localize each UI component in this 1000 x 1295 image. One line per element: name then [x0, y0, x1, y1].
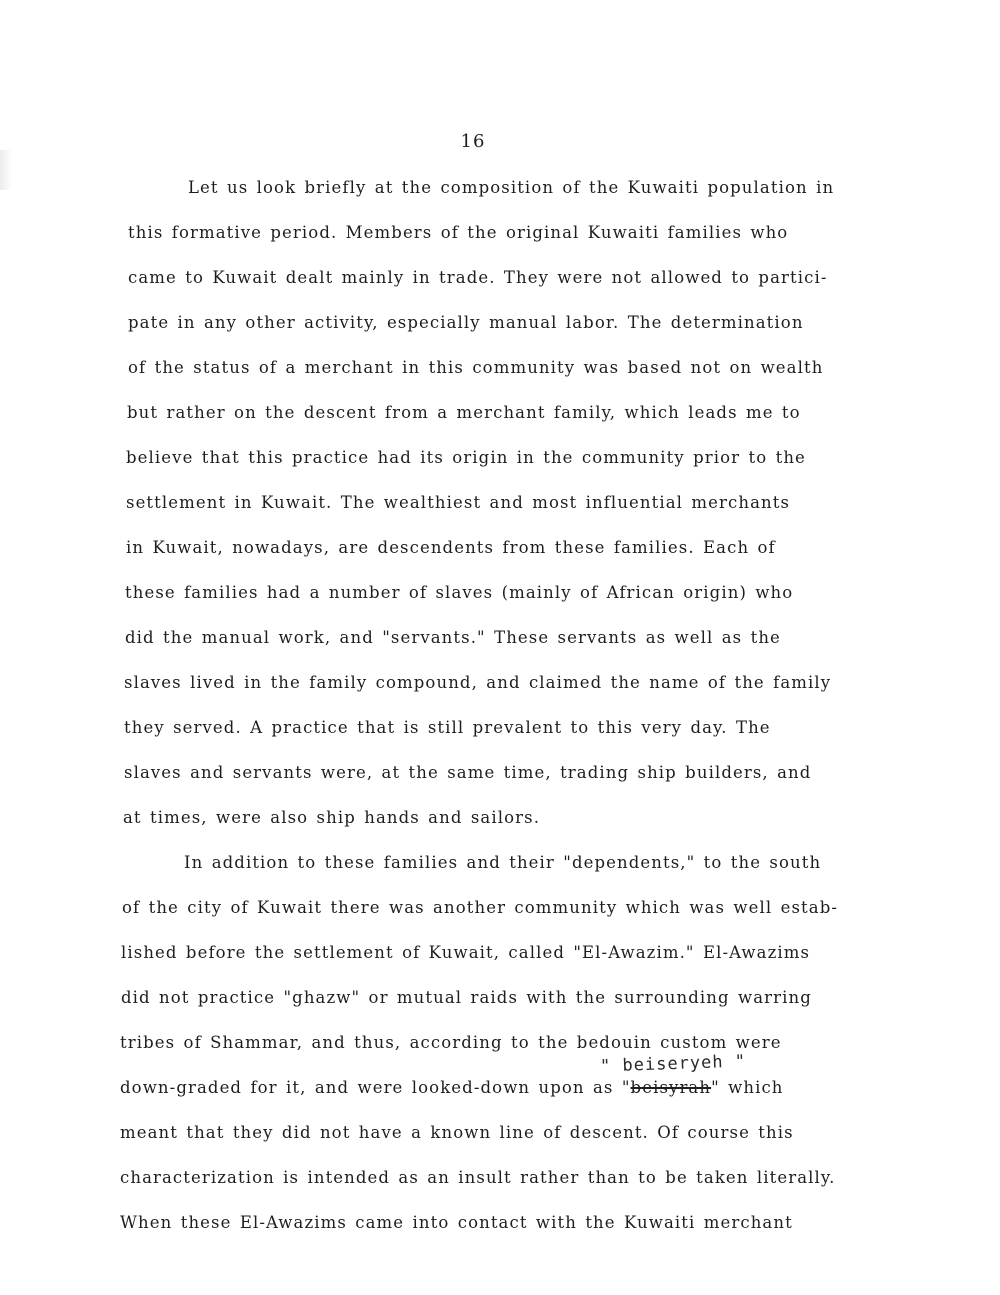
- text-line-with-correction: [120, 1076, 784, 1100]
- text-line: these families had a number of slaves (mainly of African origin) who: [125, 583, 794, 602]
- text-line: at times, were also ship hands and sailors.: [123, 808, 541, 827]
- text-line: this formative period. Members of the original Kuwaiti families who: [128, 223, 789, 242]
- text-line: in Kuwait, nowadays, are descendents from these families. Each of: [126, 538, 776, 557]
- line-text-before: down-graded for it, and were looked-down upon as ": [120, 1078, 631, 1097]
- text-line: they served. A practice that is still prevalent to this very day. The: [124, 718, 771, 737]
- text-line: When these El-Awazims came into contact with the Kuwaiti merchant: [120, 1213, 793, 1232]
- text-line: believe that this practice had its origin in the community prior to the: [126, 448, 806, 467]
- scan-edge-shadow: [0, 150, 12, 190]
- text-line: settlement in Kuwait. The wealthiest and most influential merchants: [126, 493, 791, 512]
- handwritten-correction: " beiseryeh ": [599, 1051, 747, 1077]
- struck-word: beisyrah: [630, 1078, 712, 1097]
- text-line: In addition to these families and their "dependents," to the south: [184, 853, 822, 872]
- text-line: came to Kuwait dealt mainly in trade. They were not allowed to partici-: [128, 268, 828, 287]
- text-line: tribes of Shammar, and thus, according to the bedouin custom were: [120, 1033, 782, 1052]
- text-line: slaves lived in the family compound, and claimed the name of the family: [124, 673, 832, 692]
- text-line: of the status of a merchant in this community was based not on wealth: [128, 358, 824, 377]
- text-line: of the city of Kuwait there was another community which was well estab-: [122, 898, 839, 917]
- text-line: did the manual work, and "servants." These servants as well as the: [125, 628, 781, 647]
- page-number: 16: [460, 131, 486, 152]
- text-line: did not practice "ghazw" or mutual raids with the surrounding warring: [121, 988, 812, 1007]
- text-line: slaves and servants were, at the same time, trading ship builders, and: [124, 763, 812, 782]
- text-line: pate in any other activity, especially manual labor. The determination: [128, 313, 804, 332]
- line-text-after: " which: [711, 1078, 784, 1097]
- text-line: but rather on the descent from a merchant family, which leads me to: [127, 403, 801, 422]
- text-line: characterization is intended as an insult rather than to be taken literally.: [120, 1168, 836, 1187]
- text-line: lished before the settlement of Kuwait, called "El-Awazim." El-Awazims: [121, 943, 811, 962]
- text-line: meant that they did not have a known line of descent. Of course this: [120, 1123, 794, 1142]
- text-line: Let us look briefly at the composition of the Kuwaiti population in: [188, 178, 835, 197]
